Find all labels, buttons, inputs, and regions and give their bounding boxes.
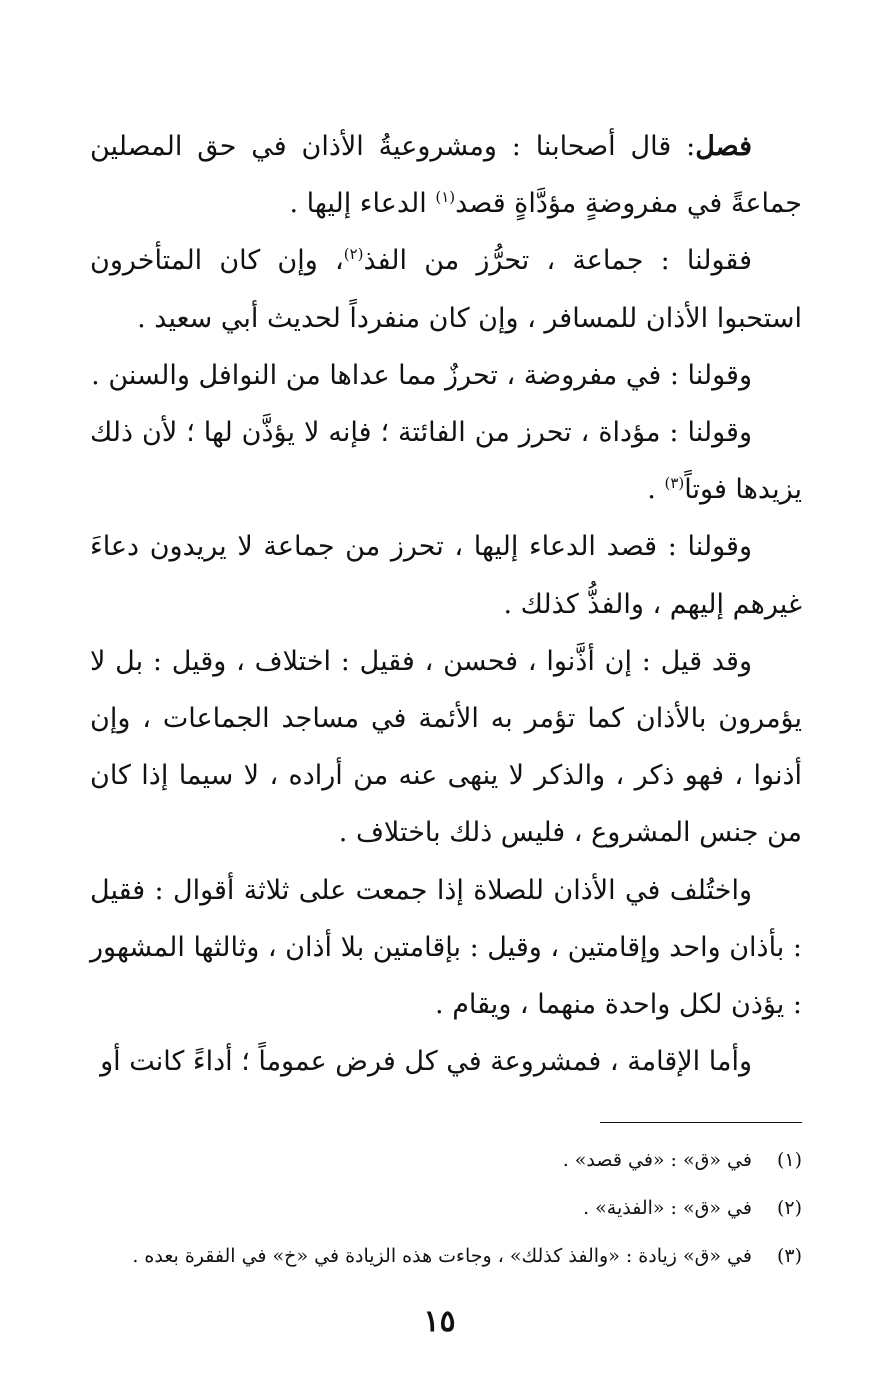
footnote-number: (٢): [776, 1197, 802, 1219]
paragraph: وقولنا : في مفروضة ، تحرزٌ مما عداها من النوافل والسنن .: [91, 359, 752, 391]
footnote: [90, 1232, 802, 1280]
paragraph: وأما الإقامة ، فمشروعة في كل فرض عموماً ؛ أداءً كانت أو: [100, 1046, 752, 1078]
footnote-text: في «ق» زيادة : «والفذ كذلك» ، وجاءت هذه الزيادة في «خ» في الفقرة بعده .: [132, 1245, 752, 1267]
footnote-ref: (٣): [664, 474, 685, 493]
footnote-ref: (٢): [343, 245, 364, 264]
footnote-text: في «ق» : «الفذية» .: [583, 1197, 752, 1219]
footnote: [90, 1184, 802, 1232]
paragraph: فصل: قال أصحابنا : ومشروعيةُ الأذان في حق المصلين جماعةً في مفروضةٍ مؤدَّاةٍ قصد$^{(١)}$ الدعاء إليها .: [90, 131, 802, 220]
footnote-divider: [600, 1122, 802, 1123]
paragraph: فقولنا : جماعة ، تحرُّز من الفذ$^{(٢)}$، وإن كان المتأخرون استحبوا الأذان للمسافر ، وإن كان منفرداً لحديث أبي سعيد .: [90, 245, 802, 334]
footnote-ref: (١): [435, 188, 456, 207]
footnote-text: في «ق» : «في قصد» .: [562, 1149, 752, 1171]
footnote-number: (١): [776, 1149, 802, 1171]
footnote: [90, 1136, 802, 1184]
page-number: ١٥: [423, 1304, 456, 1339]
paragraph: واختُلف في الأذان للصلاة إذا جمعت على ثلاثة أقوال : فقيل : بأذان واحد وإقامتين ، وقيل : بإقامتين بلا أذان ، وثالثها المشهور : يؤذن لكل واحدة منهما ، ويقام .: [90, 874, 802, 1021]
main-text: [90, 118, 802, 1090]
section-heading: فصل: [695, 131, 752, 162]
footnote-number: (٣): [776, 1245, 802, 1267]
paragraph: وقولنا : مؤداة ، تحرز من الفائتة ؛ فإنه لا يؤذَّن لها ؛ لأن ذلك يزيدها فوتاً$^{(٣)}$ .: [90, 417, 802, 506]
paragraph: وقولنا : قصد الدعاء إليها ، تحرز من جماعة لا يريدون دعاءَ غيرهم إليهم ، والفذُّ كذلك .: [90, 531, 802, 620]
footnotes: [90, 1136, 802, 1280]
paragraph: وقد قيل : إن أذَّنوا ، فحسن ، فقيل : اختلاف ، وقيل : بل لا يؤمرون بالأذان كما تؤمر به الأئمة في مساجد الجماعات ، وإن أذنوا ، فهو ذكر ، والذكر لا ينهى عنه من أراده ، لا سيما إذا كان من جنس المشروع ، فليس ذلك باختلاف .: [90, 645, 802, 849]
